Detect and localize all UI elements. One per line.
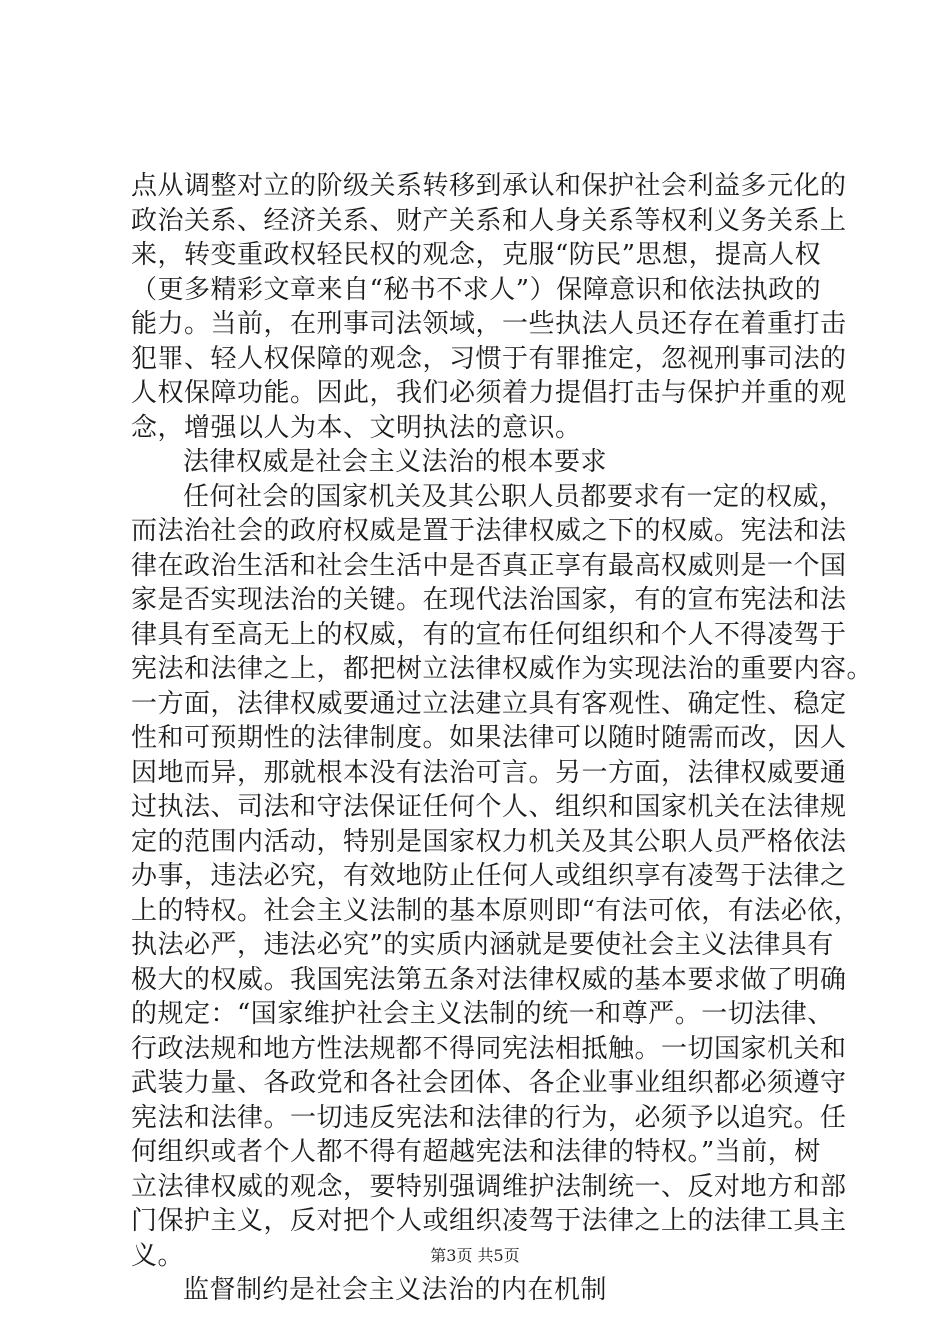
text-line: 过执法、司法和守法保证任何个人、组织和国家机关在法律规 [131,792,847,822]
text-line: 念，增强以人为本、文明执法的意识。 [131,412,582,443]
page-number-label: 第3页 共5页 [430,1246,520,1265]
text-line: 极大的权威。我国宪法第五条对法律权威的基本要求做了明确 [131,964,847,995]
text-line: 律在政治生活和社会生活中是否真正享有最高权威则是一个国 [131,550,847,581]
text-line: 政治关系、经济关系、财产关系和人身关系等权利义务关系上 [131,205,847,236]
text-line: 点从调整对立的阶级关系转移到承认和保护社会利益多元化的 [131,171,847,201]
text-line: 行政法规和地方性法规都不得同宪法相抵触。一切国家机关和 [131,1033,847,1064]
text-line: 宪法和法律。一切违反宪法和法律的行为，必须予以追究。任 [131,1102,847,1133]
text-line: 来，转变重政权轻民权的观念，克服“防民”思想，提高人权 [131,240,822,270]
document-body [131,169,874,1308]
text-line: 武装力量、各政党和各社会团体、各企业事业组织都必须遵守 [131,1068,847,1098]
text-line: 律具有至高无上的权威，有的宣布任何组织和个人不得凌驾于 [131,619,847,650]
text-line: 因地而异，那就根本没有法治可言。另一方面，法律权威要通 [131,757,847,788]
text-line: 任何社会的国家机关及其公职人员都要求有一定的权威， [183,481,846,512]
text-line: 门保护主义，反对把个人或组织凌驾于法律之上的法律工具主 [131,1206,847,1236]
page-footer [0,1243,950,1266]
text-line: 义。 [131,1240,185,1271]
text-line: 执法必严，违法必究”的实质内涵就是要使社会主义法律具有 [131,930,834,960]
text-line: （更多精彩文章来自“秘书不求人”）保障意识和依法执政的 [131,274,822,305]
text-line: 人权保障功能。因此，我们必须着力提倡打击与保护并重的观 [131,378,847,408]
text-line: 办事，违法必究，有效地防止任何人或组织享有凌驾于法律之 [131,861,847,891]
text-line: 能力。当前，在刑事司法领域，一些执法人员还存在着重打击 [131,309,847,339]
text-line: 立法律权威的观念，要特别强调维护法制统一、反对地方和部 [131,1171,847,1202]
text-line: 何组织或者个人都不得有超越宪法和法律的特权。”当前，树 [131,1137,821,1167]
text-line: 家是否实现法治的关键。在现代法治国家，有的宣布宪法和法 [131,585,847,615]
section-heading: 法律权威是社会主义法治的根本要求 [183,447,608,477]
text-line: 而法治社会的政府权威是置于法律权威之下的权威。宪法和法 [131,516,847,546]
section-heading: 监督制约是社会主义法治的内在机制 [183,1275,608,1305]
text-line: 一方面，法律权威要通过立法建立具有客观性、确定性、稳定 [131,688,847,719]
text-line: 宪法和法律之上，都把树立法律权威作为实现法治的重要内容。 [131,654,874,684]
text-line: 性和可预期性的法律制度。如果法律可以随时随需而改，因人 [131,723,847,753]
text-line: 上的特权。社会主义法制的基本原则即“有法可依，有法必依， [131,895,861,926]
text-line: 定的范围内活动，特别是国家权力机关及其公职人员严格依法 [131,826,847,857]
text-line: 犯罪、轻人权保障的观念，习惯于有罪推定，忽视刑事司法的 [131,343,847,374]
text-line: 的规定：“国家维护社会主义法制的统一和尊严。一切法律、 [131,999,834,1029]
